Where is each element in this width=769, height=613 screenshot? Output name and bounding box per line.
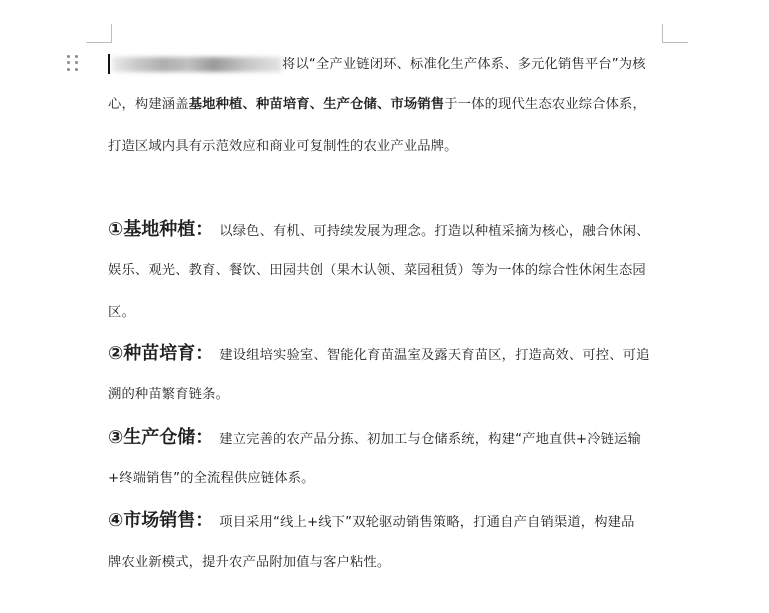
redacted-text — [112, 57, 282, 72]
section-text: 项目采用“线上+线下”双轮驱动销售策略，打通自产自销渠道，构建品 — [219, 515, 635, 530]
section-text: 建立完善的农产品分拣、初加工与仓储系统，构建“产地直供+冷链运输 — [219, 432, 641, 447]
section-text: 以绿色、有机、可持续发展为理念。打造以种植采摘为核心，融合休闲、 — [219, 224, 650, 239]
section-heading: ②种苗培育： — [108, 343, 214, 364]
section-heading: ④市场销售： — [108, 510, 214, 531]
section-2-line-2: 溯的种苗繁育链条。 — [108, 387, 230, 402]
bold-term: 种苗培育 — [255, 97, 310, 112]
bold-separator: 、 — [376, 97, 391, 112]
section-4-line-1 — [108, 511, 635, 533]
paragraph-drag-handle-icon[interactable] — [67, 55, 79, 71]
intro-line-2 — [108, 95, 646, 115]
intro-line-3: 打造区域内具有示范效应和商业可复制性的农业产业品牌。 — [108, 139, 458, 154]
intro-text: 心，构建涵盖 — [108, 97, 189, 112]
section-2-line-1 — [108, 344, 650, 366]
section-heading: ①基地种植： — [108, 219, 214, 240]
page-margin-corner-left — [86, 24, 112, 43]
bold-term: 基地种植 — [188, 97, 243, 112]
bold-term: 生产仓储 — [323, 97, 377, 112]
section-1-line-1 — [108, 220, 650, 242]
intro-line-1: 将以“全产业链闭环、标准化生产体系、多元化销售平台”为核 — [282, 57, 646, 72]
section-1-line-3: 区。 — [108, 305, 135, 320]
section-text: 建设组培实验室、智能化育苗温室及露天育苗区，打造高效、可控、可追 — [219, 348, 650, 363]
bold-term: 市场销售 — [390, 97, 445, 112]
intro-text: 于一体的现代生态农业综合体系， — [444, 97, 646, 112]
section-heading: ③生产仓储： — [108, 427, 214, 448]
section-3-line-2: +终端销售”的全流程供应链体系。 — [108, 471, 315, 486]
section-1-line-2: 娱乐、观光、教育、餐饮、田园共创（果木认领、菜园租赁）等为一体的综合性休闲生态园 — [108, 263, 646, 278]
text-cursor — [108, 54, 110, 74]
page-margin-corner-right — [662, 24, 688, 43]
bold-separator: 、 — [309, 97, 324, 112]
section-3-line-1 — [108, 428, 641, 450]
section-4-line-2: 牌农业新模式，提升农产品附加值与客户粘性。 — [108, 555, 391, 570]
bold-separator: 、 — [242, 97, 256, 112]
